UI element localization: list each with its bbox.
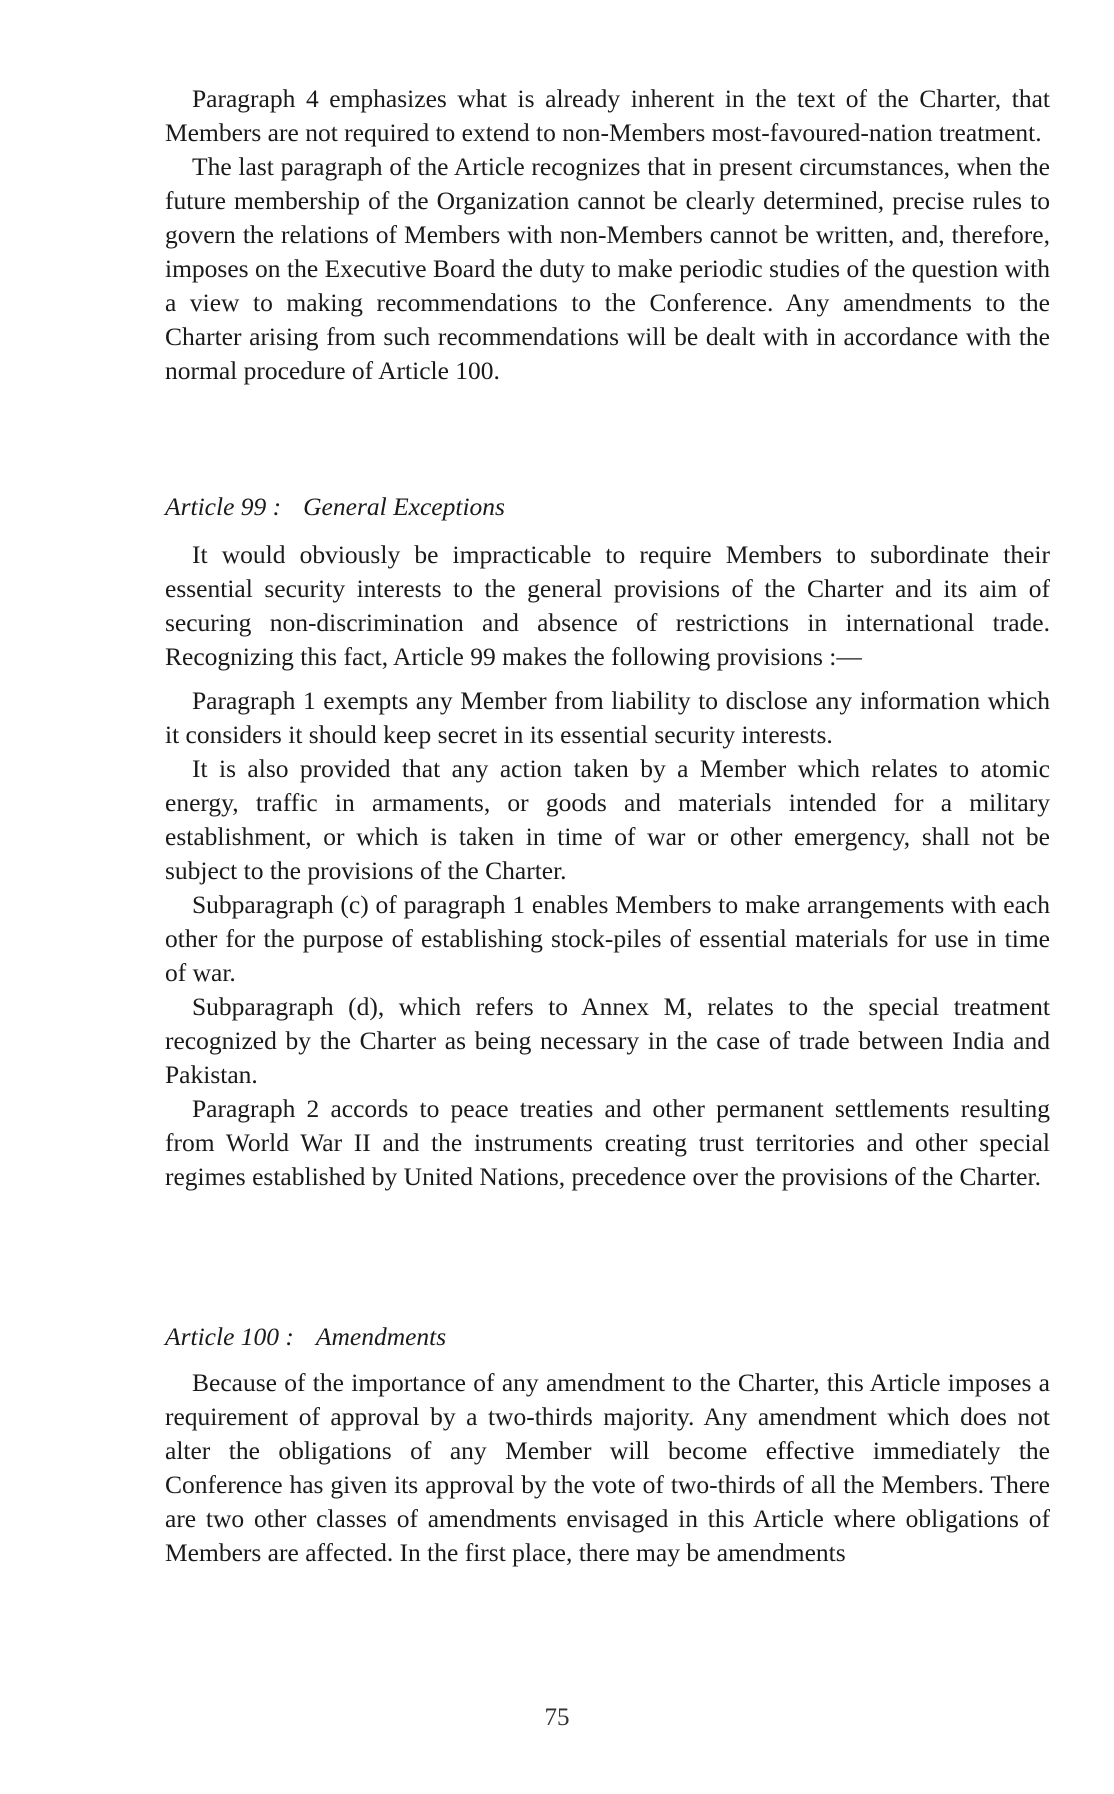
paragraph: Subparagraph (c) of paragraph 1 enables Members to make arrangements with each other for the purpose of establishing stock-piles of essential materials for use in time of war. [165,890,1050,987]
paragraph: Because of the importance of any amendment to the Charter, this Article imposes a requirement of approval by a two-thirds majority. Any amendment which does not alter the obligations of any Member will become effective immediately the Conference has given its approval by the vote of two-thirds of all the Members. There are two other classes of amendments envisaged in this Article where obligations of Members are affected. In the first place, there may be amendments [165,1368,1050,1567]
paragraph: Paragraph 2 accords to peace treaties and other permanent settlements resulting from World War II and the instruments creating trust territories and other special regimes established by United Nations, precedence over the provisions of the Charter. [165,1094,1050,1191]
paragraph: It would obviously be impracticable to require Members to subordinate their essential security interests to the general provisions of the Charter and its aim of securing non-discrimination and absence of restrictions in international trade. Recognizing this fact, Article 99 makes the following provisions :— [165,540,1050,671]
article-label: Article 100 : [165,1322,294,1351]
page-number: 75 [544,1704,570,1731]
article-title: General Exceptions [303,492,505,521]
article-100-section [165,1366,1050,1570]
section-heading-article-100 [165,1320,446,1354]
article-title: Amendments [315,1322,447,1351]
article-99-section [165,538,1050,1194]
section-heading-article-99 [165,490,505,524]
paragraph: Paragraph 1 exempts any Member from liability to disclose any information which it considers it should keep secret in its essential security interests. [165,686,1050,749]
article-label: Article 99 : [165,492,282,521]
paragraph: Paragraph 4 emphasizes what is already inherent in the text of the Charter, that Members are not required to extend to non-Members most-favoured-nation treatment. [165,84,1050,147]
paragraph: It is also provided that any action taken by a Member which relates to atomic energy, traffic in armaments, or goods and materials intended for a military establishment, or which is taken in time of war or other emergency, shall not be subject to the provisions of the Charter. [165,754,1050,885]
intro-section [165,82,1050,388]
paragraph: The last paragraph of the Article recognizes that in present circumstances, when the future membership of the Organization cannot be clearly determined, precise rules to govern the relations of Members with non-Members cannot be written, and, therefore, imposes on the Executive Board the duty to make periodic studies of the question with a view to making recommendations to the Conference. Any amendments to the Charter arising from such recommendations will be dealt with in accordance with the normal procedure of Article 100. [165,152,1050,385]
paragraph: Subparagraph (d), which refers to Annex M, relates to the special treatment recognized by the Charter as being necessary in the case of trade between India and Pakistan. [165,992,1050,1089]
